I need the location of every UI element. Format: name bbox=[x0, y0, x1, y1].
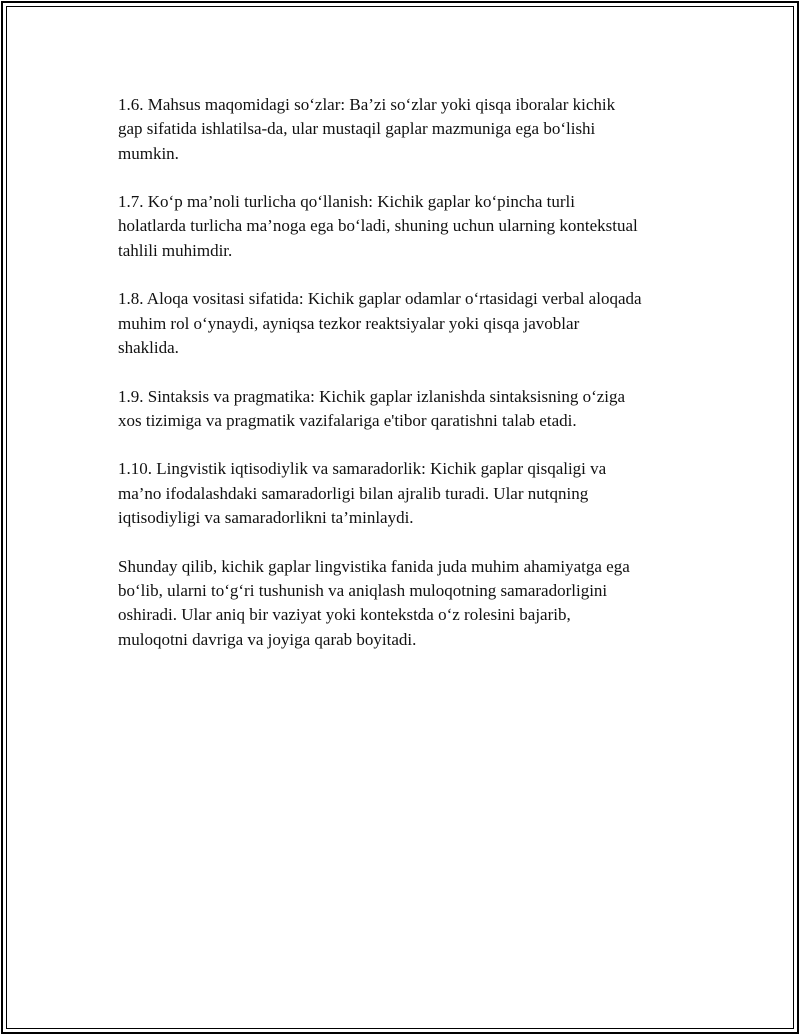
text-line: gap sifatida ishlatilsa-da, ular mustaqil gaplar mazmuniga ega bo‘lishi bbox=[118, 119, 596, 139]
paragraph-1-8 bbox=[118, 287, 698, 360]
text-line: muloqotni davriga va joyiga qarab boyitadi. bbox=[118, 629, 417, 649]
paragraph-1-6 bbox=[118, 93, 698, 166]
text-line: xos tizimiga va pragmatik vazifalariga e'tibor qaratishni talab etadi. bbox=[118, 410, 577, 430]
paragraph-1-9 bbox=[118, 385, 698, 434]
text-line: tahlili muhimdir. bbox=[118, 240, 233, 260]
text-line: bo‘lib, ularni to‘g‘ri tushunish va aniqlash muloqotning samaradorligini bbox=[118, 580, 608, 600]
text-line: holatlarda turlicha ma’noga ega bo‘ladi, shuning uchun ularning kontekstual bbox=[118, 216, 638, 236]
paragraph-conclusion bbox=[118, 555, 698, 652]
text-line: 1.9. Sintaksis va pragmatika: Kichik gaplar izlanishda sintaksisning o‘ziga bbox=[118, 386, 626, 406]
paragraph-1-7 bbox=[118, 190, 698, 263]
text-line: Shunday qilib, kichik gaplar lingvistika fanida juda muhim ahamiyatga ega bbox=[118, 556, 630, 576]
text-line: mumkin. bbox=[118, 143, 179, 163]
text-line: 1.8. Aloqa vositasi sifatida: Kichik gaplar odamlar o‘rtasidagi verbal aloqada bbox=[118, 289, 642, 309]
text-line: ma’no ifodalashdaki samaradorligi bilan ajralib turadi. Ular nutqning bbox=[118, 483, 589, 503]
text-line: muhim rol o‘ynaydi, ayniqsa tezkor reaktsiyalar yoki qisqa javoblar bbox=[118, 313, 580, 333]
paragraph-1-10 bbox=[118, 457, 698, 530]
text-line: oshiradi. Ular aniq bir vaziyat yoki kontekstda o‘z rolesini bajarib, bbox=[118, 605, 571, 625]
text-line: 1.7. Ko‘p ma’noli turlicha qo‘llanish: Kichik gaplar ko‘pincha turli bbox=[118, 192, 575, 212]
text-line: 1.6. Mahsus maqomidagi so‘zlar: Ba’zi so‘zlar yoki qisqa iboralar kichik bbox=[118, 95, 616, 114]
text-line: 1.10. Lingvistik iqtisodiylik va samaradorlik: Kichik gaplar qisqaligi va bbox=[118, 459, 607, 479]
text-line: iqtisodiyligi va samaradorlikni ta’minlaydi. bbox=[118, 508, 414, 528]
document-body bbox=[118, 93, 698, 676]
text-line: shaklida. bbox=[118, 337, 179, 357]
